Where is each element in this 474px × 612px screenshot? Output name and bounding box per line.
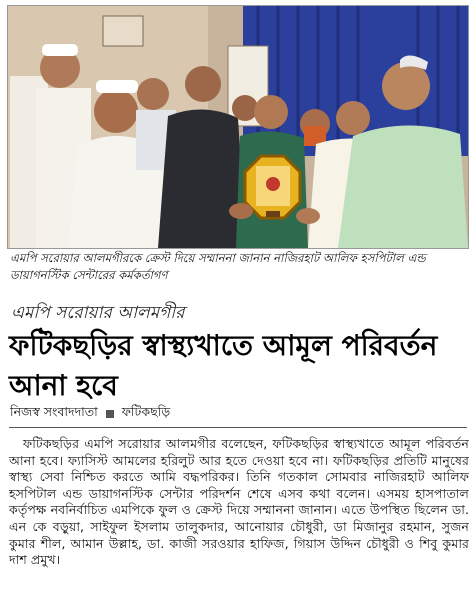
square-separator-icon bbox=[106, 410, 114, 418]
article-body bbox=[9, 436, 469, 569]
headline: ফটিকছড়ির স্বাস্থ্যখাতে আমূল পরিবর্তন আনা হবে bbox=[9, 329, 438, 402]
kicker-line: এমপি সরোয়ার আলমগীর bbox=[11, 303, 185, 323]
byline-location: ফটিকছড়ি bbox=[121, 404, 171, 419]
news-photo bbox=[7, 5, 469, 249]
crest-presentation-photo bbox=[8, 6, 468, 248]
divider bbox=[9, 427, 467, 428]
article-paragraph: ফটিকছড়ির এমপি সরোয়ার আলমগীর বলেছেন, ফটিকছড়ির স্বাস্থ্যখাতে আমূল পরিবর্তন আনা হবে। ফ্যাসিস্ট আমলের হরিলুট আর হতে দেওয়া হবে না। ফটিকছড়ির প্রতিটি মানুষের স্বাস্থ্য সেবা নিশ্চিত করতে আমি বদ্ধপরিকর। তিনি গতকাল সোমবার নাজিরহাট আলিফ হসপিটাল এন্ড ডায়াগনস্টিক সেন্টার পরিদর্শন শেষে এসব কথা বলেন। এসময় হাসপাতাল কর্তৃপক্ষ নবনির্বাচিত এমপিকে ফুল ও ক্রেস্ট দিয়ে সম্মাননা জানান। এতে উপস্থিত ছিলেন ডা. এন কে বড়ুয়া, সাইফুল ইসলাম তালুকদার, আনোয়ার চৌধুরী, ডা মিজানুর রহমান, সুজন কুমার শীল, আমান উল্লাহ, ডা. কাজী সরওয়ার হাফিজ, গিয়াস উদ্দিন চৌধুরী ও শিবু কুমার দাশ প্রমুখ। bbox=[9, 436, 469, 568]
byline-reporter: নিজস্ব সংবাদদাতা bbox=[10, 404, 98, 419]
photo-caption: এমপি সরোয়ার আলমগীরকে ক্রেস্ট দিয়ে সম্মাননা জানান নাজিরহাট আলিফ হসপিটাল এন্ড ডায়াগনস্টিক সেন্টারের কর্মকর্তাগণ bbox=[10, 251, 426, 282]
byline bbox=[10, 404, 170, 424]
